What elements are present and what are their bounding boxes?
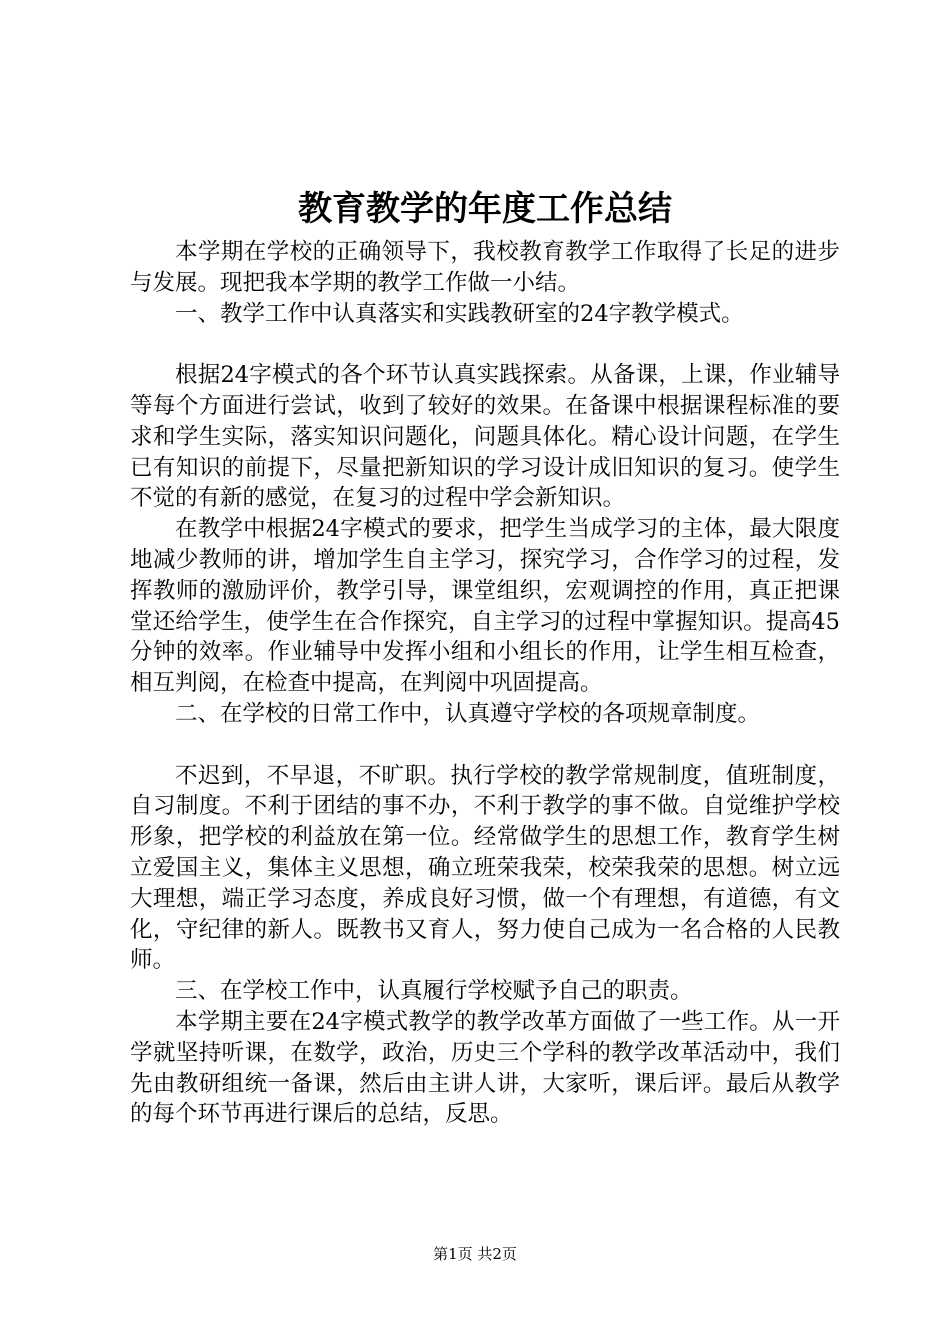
body-paragraph-3: 不迟到，不早退，不旷职。执行学校的教学常规制度，值班制度，自习制度。不利于团结的事不办，不利于教学的事不做。自觉维护学校形象，把学校的利益放在第一位。经常做学生的思想工作，教育学生树立爱国主义，集体主义思想，确立班荣我荣，校荣我荣的思想。树立远大理想，端正学习态度，养成良好习惯，做一个有理想，有道德，有文化，守纪律的新人。既教书又育人，努力使自己成为一名合格的人民教师。	[130, 762, 840, 974]
document-body	[130, 237, 840, 1130]
section-heading-3: 三、在学校工作中，认真履行学校赋予自己的职责。	[175, 978, 693, 1005]
body-paragraph-4: 本学期主要在24字模式教学的教学改革方面做了一些工作。从一开学就坚持听课，在数学，政治，历史三个学科的教学改革活动中，我们先由教研组统一备课，然后由主讲人讲，大家听，课后评。最后从教学的每个环节再进行课后的总结，反思。	[130, 1008, 840, 1128]
document-title: 教育教学的年度工作总结	[298, 189, 672, 229]
body-paragraph-2: 在教学中根据24字模式的要求，把学生当成学习的主体，最大限度地减少教师的讲，增加学生自主学习，探究学习，合作学习的过程，发挥教师的激励评价，教学引导，课堂组织，宏观调控的作用，真正把课堂还给学生，使学生在合作探究，自主学习的过程中掌握知识。提高45分钟的效率。作业辅导中发挥小组和小组长的作用，让学生相互检查，相互判阅，在检查中提高，在判阅中巩固提高。	[130, 516, 840, 697]
intro-paragraph: 本学期在学校的正确领导下，我校教育教学工作取得了长足的进步与发展。现把我本学期的教学工作做一小结。	[130, 239, 840, 296]
section-heading-2: 二、在学校的日常工作中，认真遵守学校的各项规章制度。	[175, 700, 761, 727]
page-footer: 第1页 共2页	[433, 1245, 517, 1263]
body-paragraph-1: 根据24字模式的各个环节认真实践探索。从备课，上课，作业辅导等每个方面进行尝试，收到了较好的效果。在备课中根据课程标准的要求和学生实际，落实知识问题化，问题具体化。精心设计问题，在学生已有知识的前提下，尽量把新知识的学习设计成旧知识的复习。使学生不觉的有新的感觉，在复习的过程中学会新知识。	[130, 362, 840, 512]
section-heading-1: 一、教学工作中认真落实和实践教研室的24字教学模式。	[175, 300, 744, 327]
